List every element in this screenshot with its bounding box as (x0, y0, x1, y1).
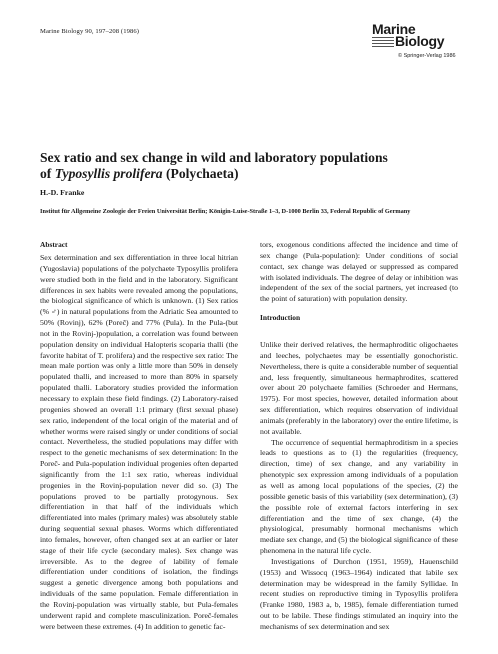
logo-fine-print-mark (372, 37, 394, 49)
author: H.-D. Franke (40, 188, 85, 197)
intro-paragraph-1: Unlike their derived relatives, the hermaphroditic oligochaetes and leeches, polychaetes may be essentially gonochoristic. Nevertheless, there is quite a considerable number of sequential and, less frequently, simultaneous hermaphrodites, scattered over about 20 polychaete families (Schroeder and Hermans, 1975). For most species, however, detailed information about sex differentiation, which requires observation of individual animals (preferably in the laboratory) over the entire lifetime, is not available. (260, 340, 458, 436)
title-suffix: (Polychaeta) (162, 166, 239, 181)
species-name: Typosyllis prolifera (54, 166, 163, 181)
abstract-paragraph: Sex determination and sex differentiation in three local hitrian (Yugoslavia) populations of the polychaete Typosyllis prolifera were studied both in the field and in the laboratory. Significant differences in sex habits were revealed among the populations, the biological significance of which is unknown. (1) Sex ratios (% ♂) in natural populations from the Adriatic Sea amounted to 50% (Rovinj), 62% (Poreč) and 77% (Pula). In the Pula-(but not in the Rovinj-)population, a correlation was found between population density on individual Halopteris scoparia thalli (the favorite habitat of T. prolifera) and the respective sex ratio: The mean male portion was only a little more than 50% in densely populated thalli, and increased to more than 80% in sparsely populated thalli. Laboratory studies provided the information necessary to explain these field findings. (2) Laboratory-raised progenies showed an overall 1:1 primary (first sexual phase) sex ratio, independent of the local origin of the material and of whether worms were raised singly or under conditions of social contact. Nevertheless, the studied populations may differ with respect to the genetic mechanisms of sex determination: In the Poreč- and Pula-population individual progenies often departed significantly from the 1:1 sex ratio, whereas individual progenies in the Rovinj-population never did so. (3) The populations proved to be partially protogynous. Sex differentiation in that half of the individuals which differentiated into males (primary males) was absolutely stable during sequential sexual phases. Worms which differentiated into females, however, often changed sex at an earlier or later stage of their life cycle (secondary males). Sex change was irreversible. As to the degree of lability of female differentiation under conditions of isolation, the findings suggest a genetic divergence among both populations and individuals of the same population. Female differentiation in the Rovinj-population was virtually stable, but Pula-females underwent rapid and complete masculinization. Poreč-females were between these extremes. (4) In addition to genetic fac- (40, 253, 238, 631)
title-line-1: Sex ratio and sex change in wild and laboratory populations (40, 150, 388, 165)
affiliation: Institut für Allgemeine Zoologie der Freien Universität Berlin; Königin-Luise-Straße 1–3, D-1000 Berlin 33, Federal Republic of Germany (40, 208, 411, 215)
title-line-2 (40, 166, 460, 182)
intro-paragraph-3: Investigations of Durchon (1951, 1959), Hauenschild (1953) and Wissocq (1963–1964) indicated that labile sex determination may be widespread in the family Syllidae. In recent studies on reproductive timing in Typosyllis prolifera (Franke 1980, 1983 a, b, 1985), female differentiation turned out to be labile. These findings stimulated an inquiry into the mechanisms of sex determination and sex (260, 556, 458, 631)
title-prefix: of (40, 166, 55, 181)
logo-word-biology: Biology (395, 33, 445, 49)
journal-logo (352, 22, 462, 72)
abstract-continuation-paragraph: tors, exogenous conditions affected the incidence and time of sex change (Pula-population): Under conditions of social contact, sex change was delayed or suppressed as compared with isolated individuals. The degree of delay or inhibition was independent of the sex of the social partners, yet increased (to the point of saturation) with population density. (260, 240, 458, 304)
intro-paragraph-2: The occurrence of sequential hermaphroditism in a species leads to questions as to (1) the regularities (frequency, direction, time) of sex change, and any variability in phenotypic sex expression among individuals of a population as well as among local populations of the species, (2) the possible genetic basis of this variability (sex determination), (3) the possible role of external factors interfering in sex differentiation and the time of sex change, (4) the physiological, presumably hormonal mechanisms which mediate sex change, and (5) the biological significance of these phenomena in the natural life cycle. (260, 437, 458, 556)
abstract-continuation (260, 240, 458, 305)
abstract-heading: Abstract (40, 240, 68, 249)
journal-reference: Marine Biology 90, 197–208 (1986) (40, 28, 140, 35)
logo-word-marine: Marine (372, 21, 416, 37)
introduction-body (260, 340, 458, 633)
introduction-heading: Introduction (260, 313, 301, 322)
article-title (40, 150, 460, 182)
abstract-body (40, 253, 238, 633)
publisher-copyright: © Springer-Verlag 1986 (398, 53, 456, 59)
